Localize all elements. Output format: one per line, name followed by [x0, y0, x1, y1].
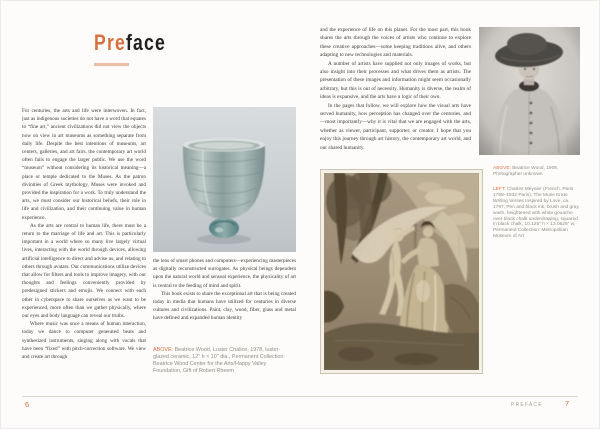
paragraph: This book exists to share the exceptional art that is being created today in media that humans have utilized for centuries in diverse cultures and civilizations. Paint, clay, wood, fiber, glass and metal have defined and expanded human identity	[153, 290, 296, 322]
paragraph: the lens of smart phones and computers—experiencing masterpieces as digitally reconstructed surrogates. As physical beings dependent upon the natural world and sensual experience, the physicality of art is central to the feeding of mind and spirit.	[153, 258, 296, 289]
chalice-caption	[153, 347, 296, 375]
chalice-photo	[153, 107, 296, 252]
drawing-caption	[493, 187, 581, 240]
title-rest-part: face	[125, 30, 167, 55]
paragraph: As the arts are central to human life, there must be a return to the marriage of life and art. This is particularly important in a world where so many live largely virtual lives, interacting with the world through devices, allowing artificial intelligence to direct and advise us, and relating to others through avatars. Our communications utilize devices that allow for filters and tools to improve imagery, with our thoughts and feelings conveniently provided by predesigned stickers and emojis. We connect with each other in cyberspace to share ourselves as we want to be experienced, more often than we gather physically, where our eyes and body language can reveal our truths.	[22, 222, 146, 320]
footer-section-label: PREFACE	[511, 402, 543, 408]
left-page-column-2	[153, 257, 296, 349]
paragraph: and the experience of life on this planet. For the most part, this book shares the arts through the voices of artists who continue to explore these creative approaches—some keeping traditions alive, and others adapting to new technologies and materials.	[320, 27, 471, 59]
paragraph: Where music was once a means of human interaction, today we dance to computer generated beats and synthesized instruments, singing along with vocals that have been “fixed” with pitch-correction software. We view and create art through	[22, 321, 146, 361]
portrait-caption	[493, 166, 579, 178]
caption-text: Beatrice Wood, 1908, Photographer unknown	[493, 166, 559, 177]
title-accent-part: Pre	[94, 30, 126, 55]
caption-label: ABOVE:	[153, 347, 174, 353]
page-title	[94, 30, 166, 56]
paragraph: For centuries, the arts and life were interwoven. In fact, just as indigenous societies do not have a word that equates to “fine art,” ancient civilizations did not view the objects now on view in art museums as something separate from daily life. Despite the best intentions of museums, art centers, galleries, and art fairs, the contemporary art world often fails to engage the larger public. We use the word “museum” without considering its historical meaning—a place or temple dedicated to the Muses. As the patron divinities of Greek mythology, Muses were invoked and provided the inspiration for a work. To truly understand the arts, we must consider our historical beliefs, their role in life and civilization, and their continuing value in human experience.	[22, 108, 146, 221]
caption-label: LEFT:	[493, 187, 506, 192]
title-underline	[94, 63, 129, 66]
portrait-photo	[479, 27, 580, 155]
page-number-right: 7	[565, 399, 570, 408]
paragraph: A number of artists have supplied not only images of works, but also insight into their processes and what drives them as artists. The presentation of these images and information might seem occasionally arbitrary, but this is out of necessity. Humanity is diverse, the realm of ideas is expansive, and the arts have a logic of their own.	[320, 60, 471, 101]
right-page-text	[320, 26, 471, 164]
footer-rule	[22, 396, 578, 397]
caption-text: Charles Meynier (French, Paris 1768–1832 Paris), The Muse Erato Writing Verses Inspired by Love, ca. 1797, Pen and black ink, brush and gray wash, heightened with white gouache over black chalk underdrawing; squared in black chalk, 10.125" h × 13.0625" w, Permanent Collection: Metropolitan Museum of Art	[493, 187, 579, 240]
left-page-column-1	[22, 107, 146, 379]
drawing-artwork	[320, 169, 483, 374]
paragraph: In the pages that follow, we will explore how the visual arts have served humanity, how perception has changed over the centuries, and—most importantly—why it is vital that we are engaged with the arts, whether as viewer, participant, supporter, or creator. I hope that you enjoy this journey through art history, the contemporary art world, and our shared humanity.	[320, 102, 471, 151]
caption-text: Beatrice Wood, Luster Chalice, 1978, luster-glazed ceramic, 12" h × 10" dia., Permanent Collection: Beatrice Wood Center for the Arts/Happy Valley Foundation, Gift of Robert Rheem	[153, 347, 285, 374]
page-number-left: 6	[25, 400, 30, 409]
caption-label: ABOVE:	[493, 166, 511, 171]
